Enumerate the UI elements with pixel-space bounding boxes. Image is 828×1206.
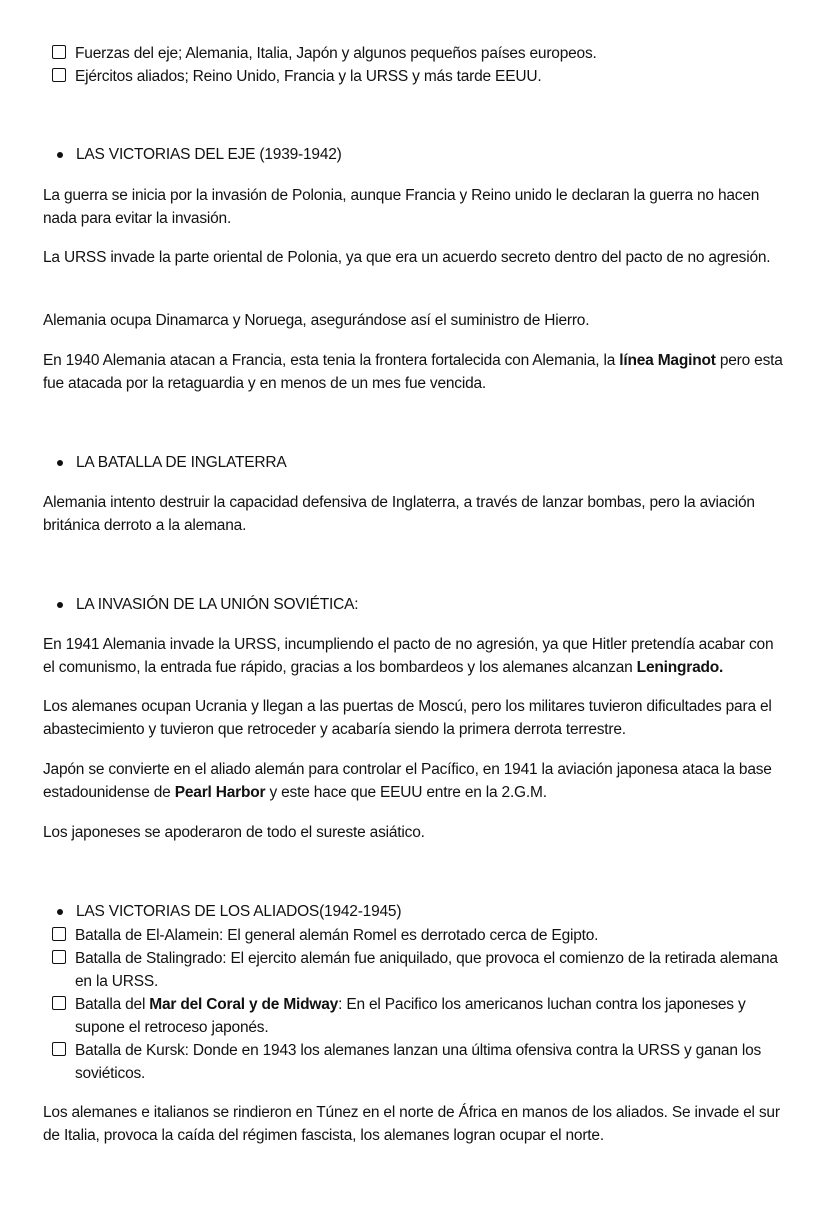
paragraph: Alemania intento destruir la capacidad defensiva de Inglaterra, a través de lanzar bombas, pero la aviación británica derroto a la alemana.: [43, 494, 755, 534]
paragraph: Los alemanes e italianos se rindieron en Túnez en el norte de África en manos de los aliados. Se invade el sur de Italia, provoca la caída del régimen fascista, los alemanes logran ocupar el norte.: [43, 1104, 780, 1144]
paragraph: Japón se convierte en el aliado alemán para controlar el Pacífico, en 1941 la aviación japonesa ataca la base estadounidense de Pearl Harbor y este hace que EEUU entre en la 2.G.M.: [43, 761, 772, 801]
paragraph: En 1940 Alemania atacan a Francia, esta tenia la frontera fortalecida con Alemania, la línea Maginot pero esta fue atacada por la retaguardia y en menos de un mes fue vencida.: [43, 352, 783, 392]
bullet-dot-icon: [57, 460, 63, 466]
bullet-dot-icon: [57, 909, 63, 915]
section-heading-battle-of-england: LA BATALLA DE INGLATERRA: [57, 452, 287, 474]
checkbox-icon: [52, 996, 66, 1010]
list-item-allies: [52, 65, 792, 88]
checkbox-icon: [52, 950, 66, 964]
list-item-text: Batalla de Stalingrado: El ejercito alemán fue aniquilado, que provoca el comienzo de la retirada alemana en la URSS.: [75, 950, 778, 990]
bold-term: Pearl Harbor: [174, 784, 266, 801]
paragraph: Los japoneses se apoderaron de todo el sureste asiático.: [43, 824, 425, 841]
list-item-text: Fuerzas del eje; Alemania, Italia, Japón y algunos pequeños países europeos.: [75, 45, 597, 62]
list-item-text: Batalla de El-Alamein: El general alemán Romel es derrotado cerca de Egipto.: [75, 927, 599, 944]
section-heading-axis-victories: LAS VICTORIAS DEL EJE (1939-1942): [57, 144, 342, 166]
list-item-stalingrad: [52, 947, 792, 993]
checkbox-icon: [52, 927, 66, 941]
bullet-dot-icon: [57, 602, 63, 608]
paragraph: La guerra se inicia por la invasión de Polonia, aunque Francia y Reino unido le declaran la guerra no hacen nada para evitar la invasión.: [43, 187, 760, 227]
bold-term: Leningrado.: [636, 659, 724, 676]
bullet-dot-icon: [57, 152, 63, 158]
list-item-el-alamein: [52, 924, 792, 947]
checkbox-icon: [52, 1042, 66, 1056]
list-item-text: Ejércitos aliados; Reino Unido, Francia y la URSS y más tarde EEUU.: [75, 68, 542, 85]
paragraph: La URSS invade la parte oriental de Polonia, ya que era un acuerdo secreto dentro del pacto de no agresión.: [43, 249, 771, 266]
bold-term: Mar del Coral y de Midway: [149, 996, 339, 1013]
list-item-text: Batalla de Kursk: Donde en 1943 los alemanes lanzan una última ofensiva contra la URSS y ganan los soviéticos.: [75, 1042, 762, 1082]
checkbox-icon: [52, 45, 66, 59]
section-heading-soviet-invasion: LA INVASIÓN DE LA UNIÓN SOVIÉTICA:: [57, 594, 358, 616]
paragraph: Alemania ocupa Dinamarca y Noruega, asegurándose así el suministro de Hierro.: [43, 312, 590, 329]
list-item-coral-midway: [52, 993, 792, 1039]
list-item-axis: [52, 42, 792, 65]
checkbox-icon: [52, 68, 66, 82]
paragraph: En 1941 Alemania invade la URSS, incumpliendo el pacto de no agresión, ya que Hitler pretendía acabar con el comunismo, la entrada fue rápido, gracias a los bombardeos y los alemanes alcanzan Leningrado.: [43, 636, 774, 676]
bold-term: línea Maginot: [619, 352, 716, 369]
paragraph: Los alemanes ocupan Ucrania y llegan a las puertas de Moscú, pero los militares tuvieron dificultades para el abastecimiento y tuvieron que retroceder y acabaría siendo la primera derrota terrestre.: [43, 698, 772, 738]
section-heading-allied-victories: LAS VICTORIAS DE LOS ALIADOS(1942-1945): [57, 901, 401, 923]
list-item-kursk: [52, 1039, 792, 1085]
list-item-text: Batalla del Mar del Coral y de Midway: En el Pacifico los americanos luchan contra los japoneses y supone el retroceso japonés.: [75, 996, 746, 1036]
